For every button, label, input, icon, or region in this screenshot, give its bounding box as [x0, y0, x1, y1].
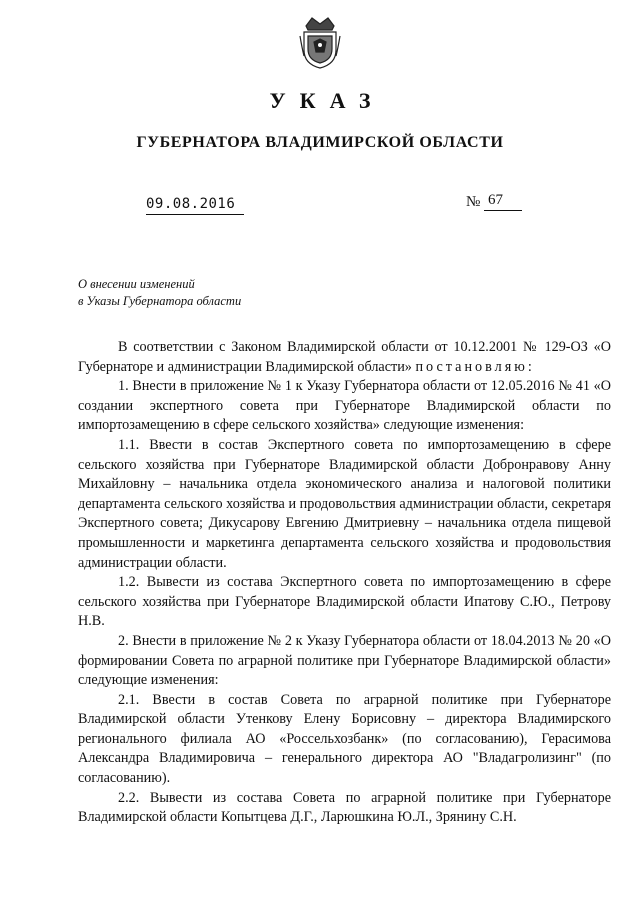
decree-body [78, 338, 611, 828]
subject-line-1: О внесении изменений [78, 277, 195, 291]
decree-number-label: № [466, 194, 481, 210]
decree-date: 09.08.2016 [146, 196, 244, 215]
subject-line-2: в Указы Губернатора области [78, 294, 242, 308]
preamble-paragraph [78, 338, 611, 377]
preamble-colon: : [527, 358, 532, 375]
paragraph-2: 2. Внести в приложение № 2 к Указу Губернатора области от 18.04.2013 № 20 «О формировании Совета по аграрной политике при Губернаторе Владимирской области» следующие изменения: [78, 632, 611, 689]
coat-of-arms-icon [298, 12, 342, 70]
paragraph-1-1: 1.1. Ввести в состав Экспертного совета по импортозамещению в сфере сельского хозяйства при Губернаторе Владимирской области Добронравову Анну Михайловну – начальника отдела экономического анализа и налоговой политики департамента сельского хозяйства и продовольствия администрации области, секретаря Экспертного совета; Дикусарову Евгению Дмитриевну – начальника отдела пищевой промышленности и маркетинга департамента сельского хозяйства и продовольствия администрации области. [78, 436, 611, 571]
paragraph-1-2: 1.2. Вывести из состава Экспертного совета по импортозамещению в сфере сельского хозяйства при Губернаторе Владимирской области Ипатову С.Ю., Петрову Н.В. [78, 574, 611, 630]
paragraph-2-1: 2.1. Ввести в состав Совета по аграрной политике при Губернаторе Владимирской области Утенкову Елену Борисовну – директора Владимирского регионального филиала АО «Россельхозбанк» (по согласованию), Герасимова Александра Владимировича – генерального директора АО "Владагролизинг" (по согласованию). [78, 691, 611, 787]
paragraph-2-2: 2.2. Вывести из состава Совета по аграрной политике при Губернаторе Владимирской области Копытцева Д.Г., Ларюшкина Ю.Л., Зрянину С.Н. [78, 789, 611, 826]
paragraph-1: 1. Внести в приложение № 1 к Указу Губернатора области от 12.05.2016 № 41 «О создании экспертного совета при Губернаторе Владимирской области по импортозамещению в сфере сельского хозяйства» следующие изменения: [78, 378, 611, 434]
decree-number: 67 [484, 192, 522, 211]
preamble-text: В соответствии с Законом Владимирской области от 10.12.2001 № 129-ОЗ «О Губернаторе и администрации Владимирской области» [78, 339, 611, 375]
document-subtitle: ГУБЕРНАТОРА ВЛАДИМИРСКОЙ ОБЛАСТИ [136, 134, 504, 151]
document-title: УКАЗ [269, 88, 385, 113]
preamble-keyword: постановляю [415, 358, 528, 375]
decree-subject [78, 276, 241, 310]
